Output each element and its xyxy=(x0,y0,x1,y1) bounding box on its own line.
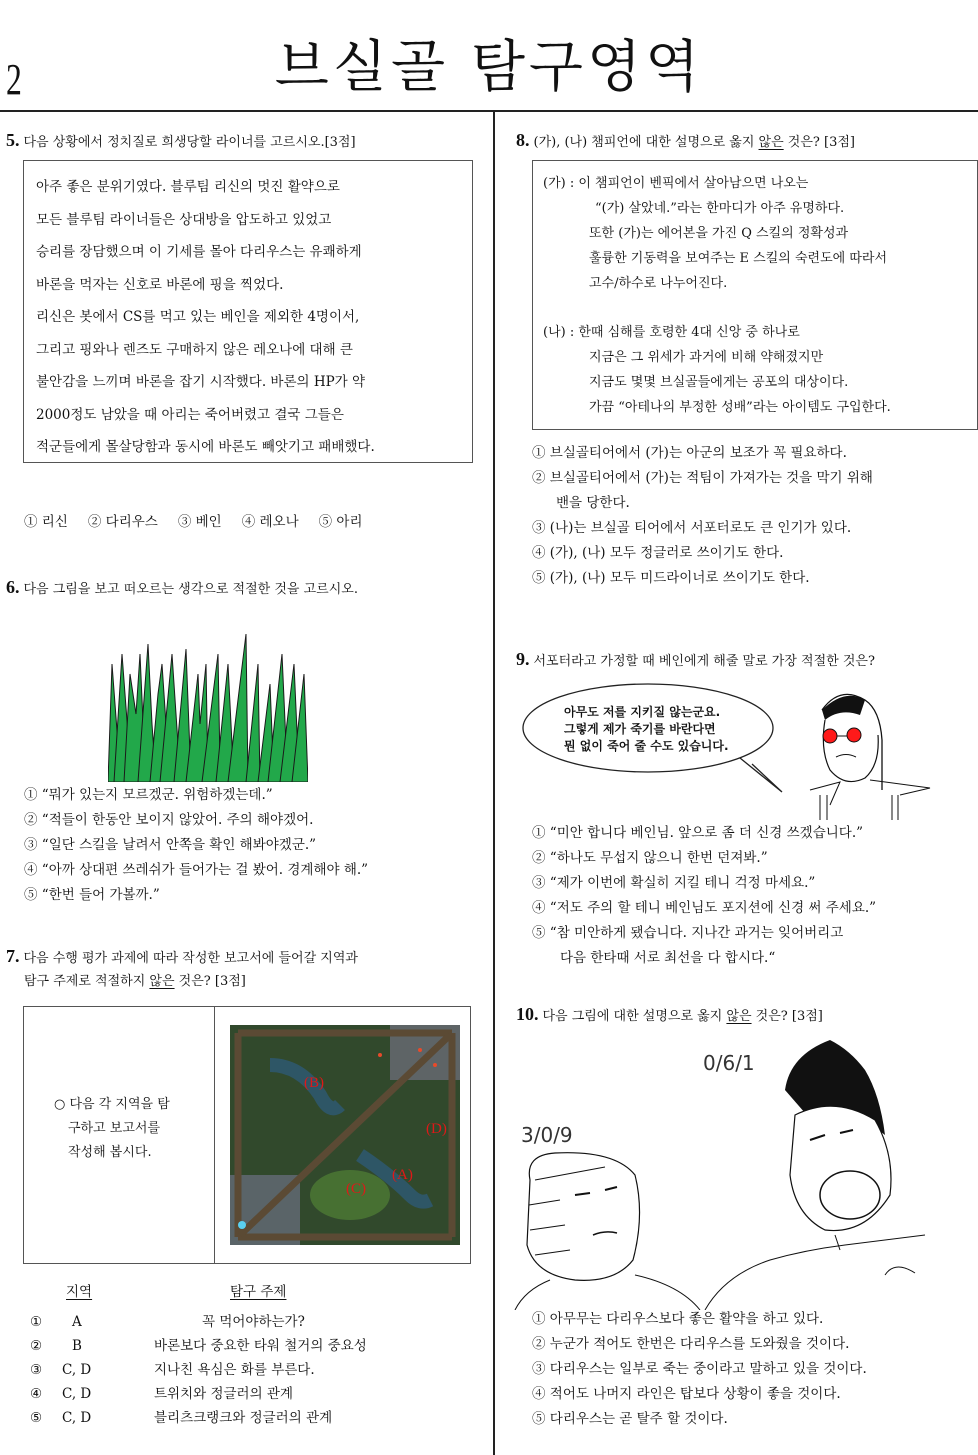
option-3[interactable]: ③ 베인 xyxy=(177,514,222,530)
underlined-text: 않은 xyxy=(758,135,784,150)
prompt-text: 다음 그림에 대한 설명으로 옳지 xyxy=(542,1009,727,1024)
passage-line: 리신은 봇에서 CS를 먹고 있는 베인을 제외한 4명이서, xyxy=(36,309,360,325)
prompt-text: 다음 그림을 보고 떠오르는 생각으로 적절한 것을 고르시오. xyxy=(23,582,358,597)
page-title: 브실골 탐구영역 xyxy=(274,35,704,100)
prompt-text: 다음 수행 평가 과제에 따라 작성한 보고서에 들어갈 지역과 xyxy=(23,951,358,966)
passage-line: 2000정도 남았을 때 아리는 죽어버렸고 결국 그들은 xyxy=(36,406,344,423)
tall-grass-image xyxy=(108,624,308,782)
option-marker: ③ xyxy=(30,1362,43,1378)
question-number: 5. xyxy=(6,130,20,150)
option-5[interactable]: ⑤ “한번 들어 가볼까.” xyxy=(24,887,160,903)
kda-score-darius: 0/6/1 xyxy=(703,1051,755,1075)
vayne-comic-image xyxy=(520,680,978,820)
option-4[interactable]: ④ “저도 주의 할 테니 베인님도 포지션에 신경 써 주세요.” xyxy=(532,900,877,916)
column-header-topic: 탐구 주제 xyxy=(230,1284,287,1300)
option-2[interactable]: ② 브실골티어에서 (가)는 적팀이 가져가는 것을 막기 위해 xyxy=(532,470,873,486)
kda-score-amumu: 3/0/9 xyxy=(521,1123,573,1147)
prompt-text: 탐구 주제로 적절하지 xyxy=(24,974,150,989)
option-4[interactable]: ④ “아까 상대편 쓰레쉬가 들어가는 걸 봤어. 경계해야 해.” xyxy=(24,862,369,878)
column-divider xyxy=(493,111,495,1455)
amumu-darius-comic-image xyxy=(505,1035,978,1310)
passage-ga-line: 고수/하수로 나누어진다. xyxy=(589,276,728,291)
option-region: A xyxy=(72,1314,82,1330)
comic-characters-icon xyxy=(505,1035,978,1310)
option-4[interactable]: ④ 적어도 나머지 라인은 탑보다 상황이 좋을 것이다. xyxy=(532,1386,841,1402)
option-marker: ⑤ xyxy=(30,1410,43,1426)
passage-ga-line: 또한 (가)는 에어본을 가진 Q 스킬의 정확성과 xyxy=(589,226,849,241)
question-10-prompt xyxy=(516,1004,823,1027)
passage-line: 아주 좋은 분위기였다. 블루팀 리신의 멋진 활약으로 xyxy=(36,179,340,195)
option-marker: ① xyxy=(30,1314,43,1330)
option-region: C, D xyxy=(62,1386,92,1402)
speech-line: 뭔 없이 죽어 줄 수도 있습니다. xyxy=(564,739,729,753)
passage-line: 그리고 핑와나 렌즈도 구매하지 않은 레오나에 대해 큰 xyxy=(36,341,353,358)
question-8-prompt xyxy=(516,130,855,153)
passage-line: 모든 블루팀 라이너들은 상대방을 압도하고 있었고 xyxy=(36,211,332,228)
passage-ga-line: 훌륭한 기동력을 보여주는 E 스킬의 숙련도에 따라서 xyxy=(589,251,888,266)
question-number: 7. xyxy=(6,946,20,966)
instruction-line: ○ 다음 각 지역을 탐 xyxy=(54,1097,170,1112)
option-1[interactable]: ① 리신 xyxy=(24,514,68,530)
option-2[interactable]: ② 다리우스 xyxy=(87,514,158,530)
option-row-2[interactable] xyxy=(30,1334,470,1358)
question-7-options-table xyxy=(30,1280,470,1430)
passage-na-line: (나) : 한때 심해를 호령한 4대 신앙 중 하나로 xyxy=(543,325,800,340)
option-row-3[interactable] xyxy=(30,1358,470,1382)
question-number: 8. xyxy=(516,130,530,150)
map-label-b: (B) xyxy=(304,1075,324,1091)
instruction-line: 구하고 보고서를 xyxy=(68,1121,161,1136)
option-2-continued: 밴을 당한다. xyxy=(556,495,630,511)
passage-na-line: 지금도 몇몇 브실골들에게는 공포의 대상이다. xyxy=(589,375,849,390)
column-header-region: 지역 xyxy=(66,1284,93,1300)
option-5[interactable]: ⑤ 다리우스는 곧 탈주 할 것이다. xyxy=(532,1411,728,1427)
option-row-4[interactable] xyxy=(30,1382,470,1406)
prompt-text: 것은? [3점] xyxy=(174,974,246,989)
option-1[interactable]: ① “뭐가 있는지 모르겠군. 위험하겠는데.” xyxy=(24,787,273,803)
passage-ga-line: (가) : 이 챔피언이 벤픽에서 살아남으면 나오는 xyxy=(543,176,809,191)
option-marker: ④ xyxy=(30,1386,43,1402)
summoners-rift-map-image xyxy=(230,1025,460,1245)
option-5[interactable]: ⑤ (가), (나) 모두 미드라이너로 쓰이기도 한다. xyxy=(532,570,810,586)
map-label-d: (D) xyxy=(426,1121,447,1137)
option-region: C, D xyxy=(62,1410,92,1426)
option-5-continued: 다음 한타때 서로 최선을 다 합시다.“ xyxy=(560,950,776,966)
passage-line: 불안감을 느끼며 바론을 잡기 시작했다. 바론의 HP가 약 xyxy=(36,374,366,390)
question-number: 10. xyxy=(516,1004,539,1024)
prompt-text: 서포터라고 가정할 때 베인에게 해줄 말로 가장 적절한 것은? xyxy=(533,654,875,669)
option-topic: 바론보다 중요한 타워 철거의 중요성 xyxy=(154,1338,367,1354)
question-9-prompt xyxy=(516,649,875,672)
speech-line: 아무도 저를 지키질 않는군요. xyxy=(564,705,721,719)
question-7-prompt xyxy=(6,946,358,969)
option-5[interactable]: ⑤ 아리 xyxy=(318,514,363,530)
option-topic: 꼭 먹어야하는가? xyxy=(202,1314,305,1330)
passage-line: 바론을 먹자는 신호로 바론에 핑을 찍었다. xyxy=(36,276,284,293)
prompt-text: 것은? [3점] xyxy=(783,135,855,150)
question-number: 9. xyxy=(516,649,530,669)
option-marker: ② xyxy=(30,1338,43,1354)
option-row-1[interactable] xyxy=(30,1310,470,1334)
passage-na-line: 가끔 “아테나의 부정한 성배”라는 아이템도 구입한다. xyxy=(589,400,891,415)
question-9-options xyxy=(532,821,876,971)
task-instruction-cell xyxy=(24,1007,215,1263)
map-label-a: (A) xyxy=(392,1167,413,1183)
option-2[interactable]: ② “하나도 무섭지 않으니 한번 던져봐.” xyxy=(532,850,768,866)
option-2[interactable]: ② 누군가 적어도 한번은 다리우스를 도와줬을 것이다. xyxy=(532,1336,850,1352)
grass-icon xyxy=(108,624,308,782)
question-10-options xyxy=(532,1307,867,1432)
question-5-options xyxy=(24,510,363,530)
question-5-passage-box xyxy=(23,160,473,463)
column-headers xyxy=(30,1280,470,1304)
option-topic: 트위치와 정글러의 관계 xyxy=(154,1386,293,1402)
option-topic: 블리츠크랭크와 정글러의 관계 xyxy=(154,1410,333,1426)
option-1[interactable]: ① 브실골티어에서 (가)는 아군의 보조가 꼭 필요하다. xyxy=(532,445,847,461)
option-3[interactable]: ③ “일단 스킬을 날려서 안쪽을 확인 해봐야겠군.” xyxy=(24,837,317,853)
question-8-options xyxy=(532,441,873,591)
option-1[interactable]: ① 아무무는 다리우스보다 좋은 활약을 하고 있다. xyxy=(532,1311,824,1327)
question-6-options xyxy=(24,783,368,908)
option-topic: 지나친 욕심은 화를 부른다. xyxy=(154,1362,315,1378)
option-region: C, D xyxy=(62,1362,92,1378)
page-number: 2 xyxy=(6,55,22,104)
option-3[interactable]: ③ “제가 이번에 확실히 지킬 테니 걱정 마세요.” xyxy=(532,875,816,891)
prompt-text: 것은? [3점] xyxy=(751,1009,823,1024)
option-1[interactable]: ① “미안 합니다 베인님. 앞으로 좀 더 신경 쓰겠습니다.” xyxy=(532,825,864,841)
option-4[interactable]: ④ (가), (나) 모두 정글러로 쓰이기도 한다. xyxy=(532,545,784,561)
question-7-prompt-line2 xyxy=(24,972,246,992)
underlined-text: 않은 xyxy=(149,974,175,989)
speech-bubble-text xyxy=(564,704,729,755)
speech-line: 그렇게 제가 죽기를 바란다면 xyxy=(564,722,716,736)
option-row-5[interactable] xyxy=(30,1406,470,1430)
option-3[interactable]: ③ (나)는 브실골 티어에서 서포터로도 큰 인기가 있다. xyxy=(532,520,852,536)
passage-line: 적군들에게 몰살당함과 동시에 바론도 빼앗기고 패배했다. xyxy=(36,439,375,455)
question-6-prompt xyxy=(6,577,358,600)
option-2[interactable]: ② “적들이 한동안 보이지 않았어. 주의 해야겠어. xyxy=(24,812,314,828)
header-divider xyxy=(0,110,978,112)
passage-ga-line: “(가) 살았네.”라는 한마디가 아주 유명하다. xyxy=(595,201,845,216)
option-5[interactable]: ⑤ “참 미안하게 됐습니다. 지나간 과거는 잊어버리고 xyxy=(532,925,844,941)
passage-na-line: 지금은 그 위세가 과거에 비해 약해졌지만 xyxy=(589,350,824,365)
option-4[interactable]: ④ 레오나 xyxy=(241,514,299,530)
question-7-task-table xyxy=(23,1006,471,1264)
map-label-c: (C) xyxy=(346,1181,366,1197)
prompt-text: (가), (나) 챔피언에 대한 설명으로 옳지 xyxy=(533,135,759,150)
option-3[interactable]: ③ 다리우스는 일부로 죽는 중이라고 말하고 있을 것이다. xyxy=(532,1361,867,1377)
instruction-line: 작성해 봅시다. xyxy=(68,1145,152,1160)
underlined-text: 않은 xyxy=(726,1009,752,1024)
question-8-passage-box xyxy=(532,160,978,430)
question-5-prompt xyxy=(6,130,356,153)
passage-line: 승리를 장담했으며 이 기세를 몰아 다리우스는 유쾌하게 xyxy=(36,244,362,260)
option-region: B xyxy=(72,1338,82,1354)
prompt-text: 다음 상황에서 정치질로 희생당할 라이너를 고르시오.[3점] xyxy=(23,135,356,150)
question-number: 6. xyxy=(6,577,20,597)
